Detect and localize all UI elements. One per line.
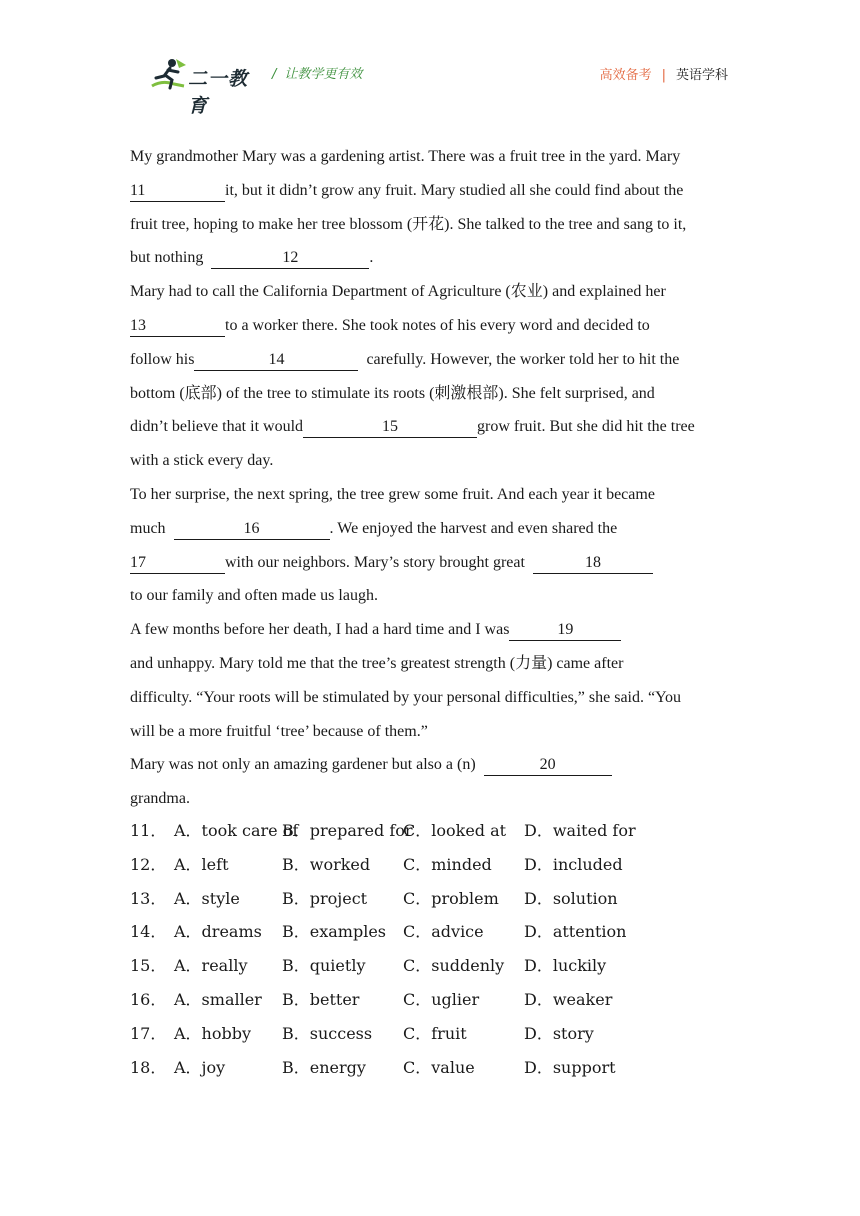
option-a: A．dreams <box>174 922 262 942</box>
passage-line: fruit tree, hoping to make her tree blossom (开花). She talked to the tree and sang to it, <box>130 215 687 233</box>
blank-19: 19 <box>509 620 621 641</box>
option-b: B．energy <box>282 1057 366 1077</box>
option-a: A．left <box>174 854 229 874</box>
page-header <box>0 0 860 117</box>
passage-line <box>130 309 750 343</box>
passage-line <box>130 748 750 782</box>
question-number: 15． <box>130 956 167 976</box>
question-number: 14． <box>130 922 167 942</box>
option-c: C．minded <box>403 854 492 874</box>
cloze-passage <box>130 140 750 816</box>
option-d: D．included <box>524 854 623 874</box>
passage-line: Mary had to call the California Department of Agriculture (农业) and explained her <box>130 283 666 301</box>
passage-line <box>130 241 750 275</box>
passage-line <box>130 410 750 444</box>
blank-16: 16 <box>174 519 330 540</box>
passage-text: to a worker there. She took notes of his every word and decided to <box>225 316 650 334</box>
question-row-15 <box>130 949 750 983</box>
blank-14: 14 <box>194 350 358 371</box>
passage-line: bottom (底部) of the tree to stimulate its roots (刺激根部). She felt surprised, and <box>130 384 655 402</box>
runner-logo-icon <box>148 56 188 92</box>
option-a: A．hobby <box>174 1023 252 1043</box>
question-row-17 <box>130 1017 750 1051</box>
option-c: C．looked at <box>403 821 507 840</box>
tag-subject: 英语学科 <box>675 68 728 83</box>
option-a: A．style <box>174 888 240 908</box>
question-number: 17． <box>130 1023 167 1043</box>
logo-text: 二一教育 <box>188 68 249 117</box>
passage-line: with a stick every day. <box>130 452 274 470</box>
passage-line: difficulty. “Your roots will be stimulated by your personal difficulties,” she said. “You <box>130 688 682 706</box>
question-row-18 <box>130 1051 750 1085</box>
option-b: B．prepared for <box>282 821 413 840</box>
passage-line: will be a more fruitful ‘tree’ because of them.” <box>130 722 428 740</box>
passage-line <box>130 613 750 647</box>
header-tags <box>600 64 728 83</box>
option-b: B．worked <box>282 854 371 874</box>
option-b: B．better <box>282 989 360 1009</box>
passage-text: didn’t believe that it would <box>130 418 304 436</box>
passage-line: My grandmother Mary was a gardening artist. There was a fruit tree in the yard. Mary <box>130 148 681 165</box>
question-row-16 <box>130 983 750 1017</box>
slogan <box>272 63 362 82</box>
question-row-13 <box>130 882 750 916</box>
option-d: D．waited for <box>524 821 636 840</box>
passage-line: to our family and often made us laugh. <box>130 587 378 605</box>
passage-text: . We enjoyed the harvest and even shared the <box>329 519 618 537</box>
option-d: D．support <box>524 1057 616 1077</box>
passage-line <box>130 546 750 580</box>
blank-20: 20 <box>484 755 612 776</box>
passage-line <box>130 343 750 377</box>
passage-text: grow fruit. But she did hit the tree <box>477 418 695 436</box>
tag-separator: | <box>661 68 666 83</box>
question-number: 16． <box>130 989 167 1009</box>
option-b: B．project <box>282 888 368 908</box>
question-number: 11． <box>130 821 167 840</box>
blank-11: 11 <box>130 181 225 202</box>
option-d: D．weaker <box>524 989 613 1009</box>
slogan-slash: / <box>272 67 277 82</box>
passage-text: with our neighbors. Mary’s story brought great <box>225 553 525 571</box>
passage-text: carefully. However, the worker told her to hit the <box>366 350 680 368</box>
question-row-11 <box>130 814 750 848</box>
question-row-14 <box>130 915 750 949</box>
answer-options <box>130 814 750 1084</box>
blank-13: 13 <box>130 316 225 337</box>
option-c: C．problem <box>403 888 499 908</box>
option-c: C．fruit <box>403 1023 467 1043</box>
passage-text: but nothing <box>130 249 204 267</box>
tag-exam-prep: 高效备考 <box>599 68 652 83</box>
blank-17: 17 <box>130 553 225 574</box>
passage-text: . <box>369 249 374 267</box>
blank-15: 15 <box>303 417 477 438</box>
option-b: B．quietly <box>282 956 366 976</box>
passage-text: Mary was not only an amazing gardener but also a (n) <box>130 756 476 774</box>
option-d: D．story <box>524 1023 594 1043</box>
question-number: 18． <box>130 1057 167 1077</box>
passage-line <box>130 174 750 208</box>
slogan-text: 让教学更有效 <box>284 67 363 82</box>
passage-text: it, but it didn’t grow any fruit. Mary studied all she could find about the <box>225 181 684 199</box>
passage-line: To her surprise, the next spring, the tree grew some fruit. And each year it became <box>130 485 655 503</box>
blank-12: 12 <box>211 248 369 269</box>
option-a: A．smaller <box>174 989 262 1009</box>
question-number: 12． <box>130 854 167 874</box>
option-a: A．joy <box>174 1057 226 1077</box>
question-number: 13． <box>130 888 167 908</box>
passage-line <box>130 512 750 546</box>
option-c: C．value <box>403 1057 475 1077</box>
option-d: D．attention <box>524 922 627 942</box>
option-b: B．examples <box>282 922 387 942</box>
option-d: D．luckily <box>524 956 607 976</box>
passage-text: follow his <box>130 350 195 368</box>
blank-18: 18 <box>533 553 653 574</box>
logo <box>148 56 260 117</box>
option-a: A．took care of <box>174 821 299 840</box>
option-c: C．suddenly <box>403 956 505 976</box>
passage-line: and unhappy. Mary told me that the tree’s greatest strength (力量) came after <box>130 654 624 672</box>
option-a: A．really <box>174 956 248 976</box>
passage-text: much <box>130 519 166 537</box>
option-c: C．uglier <box>403 989 480 1009</box>
passage-line: grandma. <box>130 790 190 808</box>
option-c: C．advice <box>403 922 484 942</box>
option-d: D．solution <box>524 888 618 908</box>
passage-text: A few months before her death, I had a hard time and I was <box>130 621 510 639</box>
option-b: B．success <box>282 1023 373 1043</box>
question-row-12 <box>130 848 750 882</box>
